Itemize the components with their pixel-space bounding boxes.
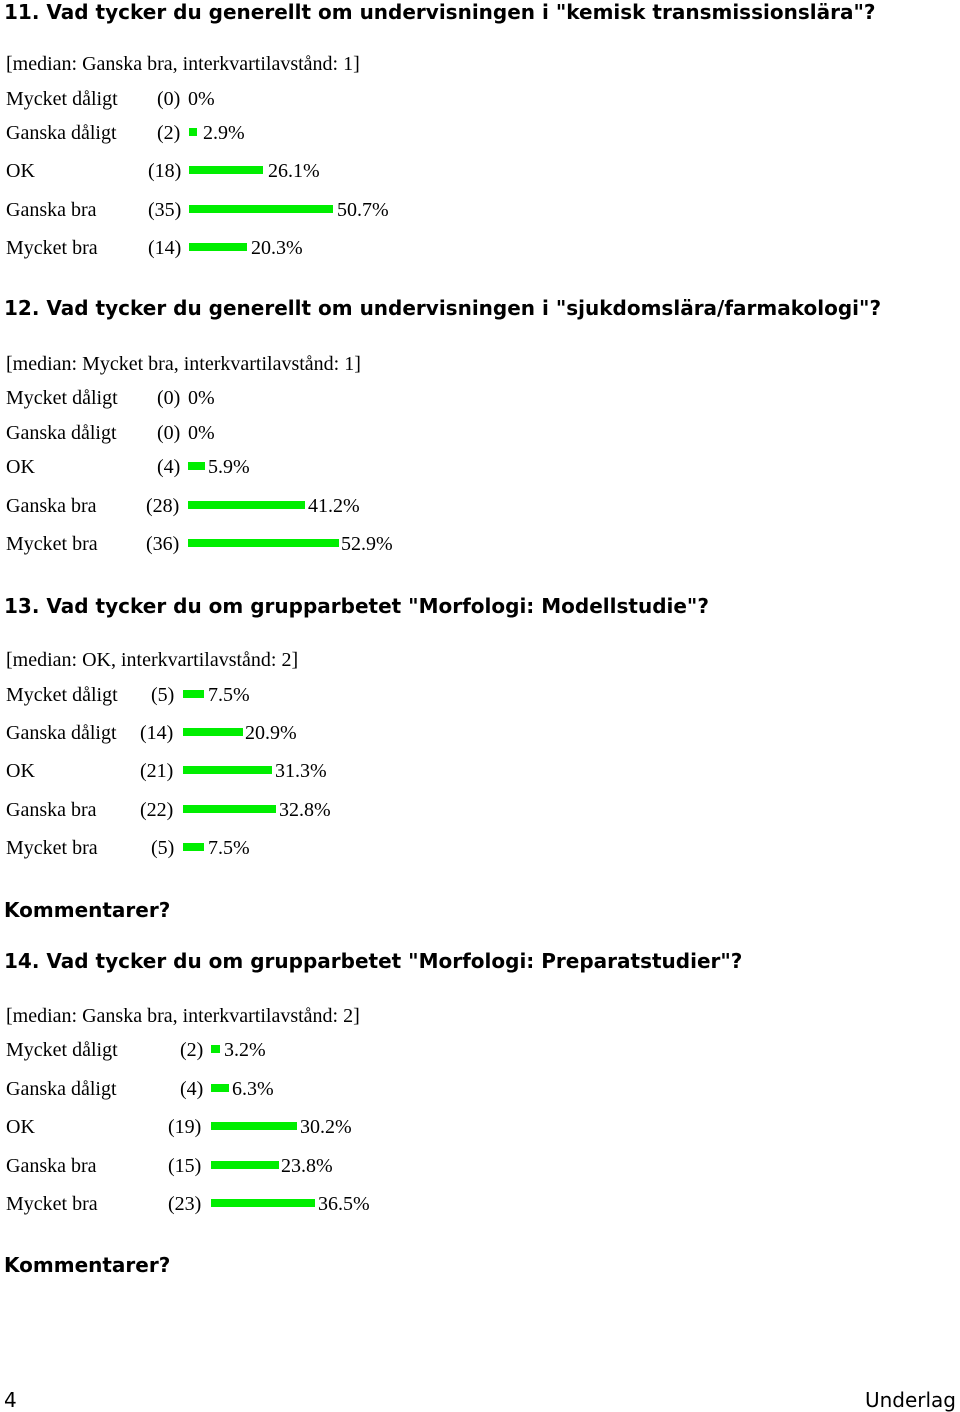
answer-percent: 20.3% bbox=[251, 237, 303, 259]
answer-bar bbox=[189, 243, 247, 251]
answer-count: (4) bbox=[157, 456, 181, 478]
answer-percent: 32.8% bbox=[279, 799, 331, 821]
answer-count: (0) bbox=[157, 422, 181, 444]
footer-section-label: Underlag bbox=[864, 1388, 956, 1412]
median-text: [median: Ganska bra, interkvartilavstånd: 1] bbox=[6, 53, 360, 75]
answer-count: (28) bbox=[146, 495, 180, 517]
answer-count: (21) bbox=[140, 760, 174, 782]
answer-percent: 31.3% bbox=[275, 760, 327, 782]
answer-count: (5) bbox=[151, 837, 175, 859]
answer-count: (15) bbox=[168, 1155, 202, 1177]
answer-percent: 3.2% bbox=[224, 1039, 266, 1061]
answer-count: (22) bbox=[140, 799, 174, 821]
answer-label: Mycket bra bbox=[6, 237, 98, 259]
answer-count: (19) bbox=[168, 1116, 202, 1138]
answer-count: (2) bbox=[157, 122, 181, 144]
answer-percent: 41.2% bbox=[308, 495, 360, 517]
answer-label: Mycket dåligt bbox=[6, 387, 118, 409]
comments-heading: Kommentarer? bbox=[4, 898, 171, 922]
answer-label: Ganska dåligt bbox=[6, 1078, 117, 1100]
answer-count: (23) bbox=[168, 1193, 202, 1215]
answer-percent: 6.3% bbox=[232, 1078, 274, 1100]
answer-percent: 0% bbox=[188, 88, 215, 110]
answer-percent: 5.9% bbox=[208, 456, 250, 478]
answer-count: (35) bbox=[148, 199, 182, 221]
answer-label: OK bbox=[6, 760, 35, 782]
answer-percent: 50.7% bbox=[337, 199, 389, 221]
answer-count: (5) bbox=[151, 684, 175, 706]
answer-percent: 23.8% bbox=[281, 1155, 333, 1177]
answer-percent: 20.9% bbox=[245, 722, 297, 744]
median-text: [median: OK, interkvartilavstånd: 2] bbox=[6, 649, 299, 671]
answer-bar bbox=[183, 843, 204, 851]
answer-percent: 26.1% bbox=[268, 160, 320, 182]
question-title: 11. Vad tycker du generellt om undervisningen i "kemisk transmissionslära"? bbox=[4, 0, 876, 24]
answer-percent: 7.5% bbox=[208, 684, 250, 706]
answer-bar bbox=[183, 766, 272, 774]
answer-bar bbox=[189, 128, 197, 136]
answer-bar bbox=[211, 1122, 297, 1130]
answer-label: Ganska bra bbox=[6, 1155, 97, 1177]
answer-percent: 2.9% bbox=[203, 122, 245, 144]
answer-label: Mycket bra bbox=[6, 1193, 98, 1215]
answer-bar bbox=[183, 690, 204, 698]
answer-percent: 7.5% bbox=[208, 837, 250, 859]
answer-count: (18) bbox=[148, 160, 182, 182]
answer-label: OK bbox=[6, 1116, 35, 1138]
question-title: 13. Vad tycker du om grupparbetet "Morfologi: Modellstudie"? bbox=[4, 594, 709, 618]
answer-percent: 36.5% bbox=[318, 1193, 370, 1215]
answer-percent: 30.2% bbox=[300, 1116, 352, 1138]
answer-count: (14) bbox=[140, 722, 174, 744]
answer-label: Mycket dåligt bbox=[6, 684, 118, 706]
answer-bar bbox=[189, 205, 333, 213]
question-title: 14. Vad tycker du om grupparbetet "Morfologi: Preparatstudier"? bbox=[4, 949, 743, 973]
answer-bar bbox=[188, 501, 305, 509]
answer-bar bbox=[211, 1045, 220, 1053]
answer-label: Ganska bra bbox=[6, 495, 97, 517]
answer-bar bbox=[211, 1084, 229, 1092]
answer-count: (0) bbox=[157, 88, 181, 110]
answer-percent: 0% bbox=[188, 422, 215, 444]
answer-count: (4) bbox=[180, 1078, 204, 1100]
answer-count: (2) bbox=[180, 1039, 204, 1061]
answer-bar bbox=[189, 166, 263, 174]
answer-bar bbox=[188, 539, 339, 547]
answer-label: Ganska dåligt bbox=[6, 422, 117, 444]
answer-label: Ganska dåligt bbox=[6, 122, 117, 144]
answer-bar bbox=[183, 805, 276, 813]
answer-label: Mycket dåligt bbox=[6, 88, 118, 110]
median-text: [median: Mycket bra, interkvartilavstånd: 1] bbox=[6, 353, 361, 375]
comments-heading: Kommentarer? bbox=[4, 1253, 171, 1277]
answer-count: (0) bbox=[157, 387, 181, 409]
answer-percent: 0% bbox=[188, 387, 215, 409]
answer-label: Ganska bra bbox=[6, 799, 97, 821]
answer-label: OK bbox=[6, 456, 35, 478]
answer-bar bbox=[211, 1161, 279, 1169]
answer-label: Ganska bra bbox=[6, 199, 97, 221]
answer-label: Mycket bra bbox=[6, 837, 98, 859]
answer-percent: 52.9% bbox=[341, 533, 393, 555]
answer-count: (36) bbox=[146, 533, 180, 555]
answer-label: Mycket dåligt bbox=[6, 1039, 118, 1061]
answer-bar bbox=[188, 462, 205, 470]
page-number: 4 bbox=[4, 1388, 17, 1412]
answer-count: (14) bbox=[148, 237, 182, 259]
question-title: 12. Vad tycker du generellt om undervisningen i "sjukdomslära/farmakologi"? bbox=[4, 296, 882, 320]
answer-label: Mycket bra bbox=[6, 533, 98, 555]
answer-bar bbox=[183, 728, 243, 736]
answer-label: Ganska dåligt bbox=[6, 722, 117, 744]
answer-bar bbox=[211, 1199, 315, 1207]
answer-label: OK bbox=[6, 160, 35, 182]
median-text: [median: Ganska bra, interkvartilavstånd: 2] bbox=[6, 1005, 360, 1027]
